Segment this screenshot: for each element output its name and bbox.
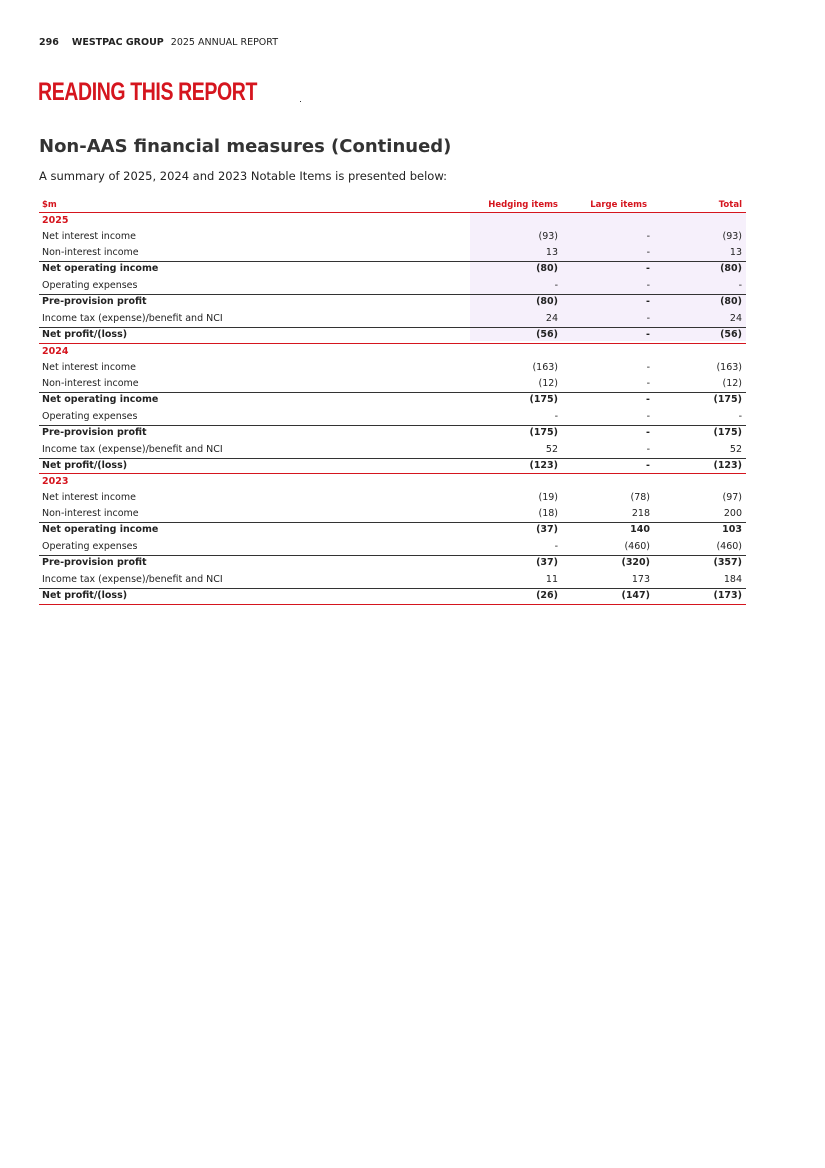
total-value: -: [738, 280, 742, 291]
total-value: 103: [722, 524, 742, 535]
hedging-value: (56): [536, 329, 558, 340]
table-row: [39, 392, 746, 409]
table-header: [39, 197, 746, 213]
table-row: [39, 539, 746, 555]
total-value: 200: [723, 508, 742, 519]
table-row: [39, 588, 746, 605]
table-row: [39, 245, 746, 261]
large-value: -: [646, 393, 650, 405]
large-value: -: [646, 361, 650, 373]
row-label: Net operating income: [42, 524, 159, 535]
total-value: (12): [722, 377, 742, 389]
row-label: Non-interest income: [42, 247, 139, 258]
year-row: [39, 213, 746, 229]
hedging-value: (163): [532, 361, 558, 373]
hedging-value: 11: [545, 574, 558, 585]
row-label: Income tax (expense)/benefit and NCI: [42, 313, 223, 324]
hedging-value: 52: [545, 443, 558, 455]
large-value: (78): [630, 492, 650, 503]
row-label: Net interest income: [42, 231, 136, 242]
col-header: Total: [718, 200, 742, 210]
hedging-value: (80): [536, 263, 558, 274]
total-value: 24: [729, 313, 742, 324]
table-row: [39, 409, 746, 425]
row-label: Income tax (expense)/benefit and NCI: [42, 574, 223, 585]
row-label: Income tax (expense)/benefit and NCI: [42, 443, 223, 455]
large-value: -: [646, 410, 650, 422]
table-row: [39, 229, 746, 245]
total-value: (97): [722, 492, 742, 503]
large-value: -: [646, 313, 650, 324]
row-label: Net operating income: [42, 263, 159, 274]
large-value: -: [646, 296, 650, 307]
hedging-value: -: [554, 541, 558, 552]
large-value: 218: [631, 508, 650, 519]
row-label: Pre-provision profit: [42, 557, 147, 568]
page-heading: Non-AAS financial measures (Continued): [39, 136, 452, 157]
total-value: -: [738, 410, 742, 422]
total-value: (163): [716, 361, 742, 373]
total-value: (460): [716, 541, 742, 552]
hedging-value: (37): [536, 524, 558, 535]
total-value: (357): [713, 557, 742, 568]
table-row: [39, 294, 746, 311]
hedging-value: (18): [538, 508, 558, 519]
intro-text: A summary of 2025, 2024 and 2023 Notable Items is presented below:: [39, 169, 447, 183]
large-value: -: [646, 231, 650, 242]
total-value: (175): [713, 426, 742, 438]
large-value: -: [646, 426, 650, 438]
hedging-value: -: [554, 280, 558, 291]
col-header: Large items: [590, 200, 647, 210]
row-label: Operating expenses: [42, 541, 138, 552]
total-value: (123): [713, 459, 742, 471]
total-value: (173): [713, 590, 742, 601]
hedging-value: 24: [545, 313, 558, 324]
row-label: Net interest income: [42, 492, 136, 503]
table-row: [39, 278, 746, 294]
dot-mark: [300, 101, 301, 102]
page-number: 296: [39, 37, 59, 48]
hedging-value: (123): [529, 459, 558, 471]
table-row: [39, 522, 746, 539]
row-label: Non-interest income: [42, 508, 139, 519]
row-label: Net interest income: [42, 361, 136, 373]
large-value: -: [646, 459, 650, 471]
table-row: [39, 572, 746, 588]
row-label: Net profit/(loss): [42, 329, 128, 340]
large-value: (320): [621, 557, 650, 568]
large-value: (460): [624, 541, 650, 552]
table-row: [39, 327, 746, 344]
large-value: -: [646, 329, 650, 340]
hedging-value: (37): [536, 557, 558, 568]
total-value: 13: [729, 247, 742, 258]
table-row: [39, 458, 746, 475]
hedging-value: (93): [538, 231, 558, 242]
large-value: 140: [630, 524, 650, 535]
table-row: [39, 425, 746, 442]
row-label: Non-interest income: [42, 377, 139, 389]
page-header: [39, 37, 278, 48]
row-label: Net operating income: [42, 393, 159, 405]
row-label: Operating expenses: [42, 280, 138, 291]
total-value: 52: [729, 443, 742, 455]
year-label: 2024: [42, 345, 69, 357]
total-value: (80): [720, 263, 742, 274]
row-label: Pre-provision profit: [42, 296, 147, 307]
hedging-value: (80): [536, 296, 558, 307]
row-label: Operating expenses: [42, 410, 138, 422]
table-row: [39, 261, 746, 278]
large-value: -: [646, 443, 650, 455]
hedging-value: 13: [545, 247, 558, 258]
col-header: Hedging items: [488, 200, 558, 210]
table-row: [39, 360, 746, 376]
table-row: [39, 555, 746, 572]
year-label: 2025: [42, 215, 69, 226]
total-value: 184: [723, 574, 742, 585]
large-value: -: [646, 247, 650, 258]
total-value: (93): [722, 231, 742, 242]
row-label: Net profit/(loss): [42, 590, 128, 601]
col-header: $m: [42, 200, 57, 210]
year-row: [39, 474, 746, 490]
table-row: [39, 442, 746, 458]
year-label: 2023: [42, 476, 69, 487]
large-value: (147): [621, 590, 650, 601]
hedging-value: (175): [529, 393, 558, 405]
table-row: [39, 376, 746, 392]
hedging-value: (175): [529, 426, 558, 438]
table-row: [39, 490, 746, 506]
report-name: 2025 ANNUAL REPORT: [170, 37, 278, 48]
large-value: -: [646, 280, 650, 291]
total-value: (80): [720, 296, 742, 307]
table-row: [39, 506, 746, 522]
large-value: -: [646, 377, 650, 389]
large-value: -: [646, 263, 650, 274]
year-row: [39, 344, 746, 360]
row-label: Pre-provision profit: [42, 426, 147, 438]
group-name: WESTPAC GROUP: [71, 37, 164, 48]
total-value: (56): [720, 329, 742, 340]
section-title: READING THIS REPORT: [38, 78, 258, 106]
row-label: Net profit/(loss): [42, 459, 128, 471]
notable-items-table: [39, 197, 746, 605]
hedging-value: (19): [538, 492, 558, 503]
total-value: (175): [713, 393, 742, 405]
hedging-value: (26): [536, 590, 558, 601]
hedging-value: -: [554, 410, 558, 422]
hedging-value: (12): [538, 377, 558, 389]
large-value: 173: [631, 574, 650, 585]
table-row: [39, 311, 746, 327]
